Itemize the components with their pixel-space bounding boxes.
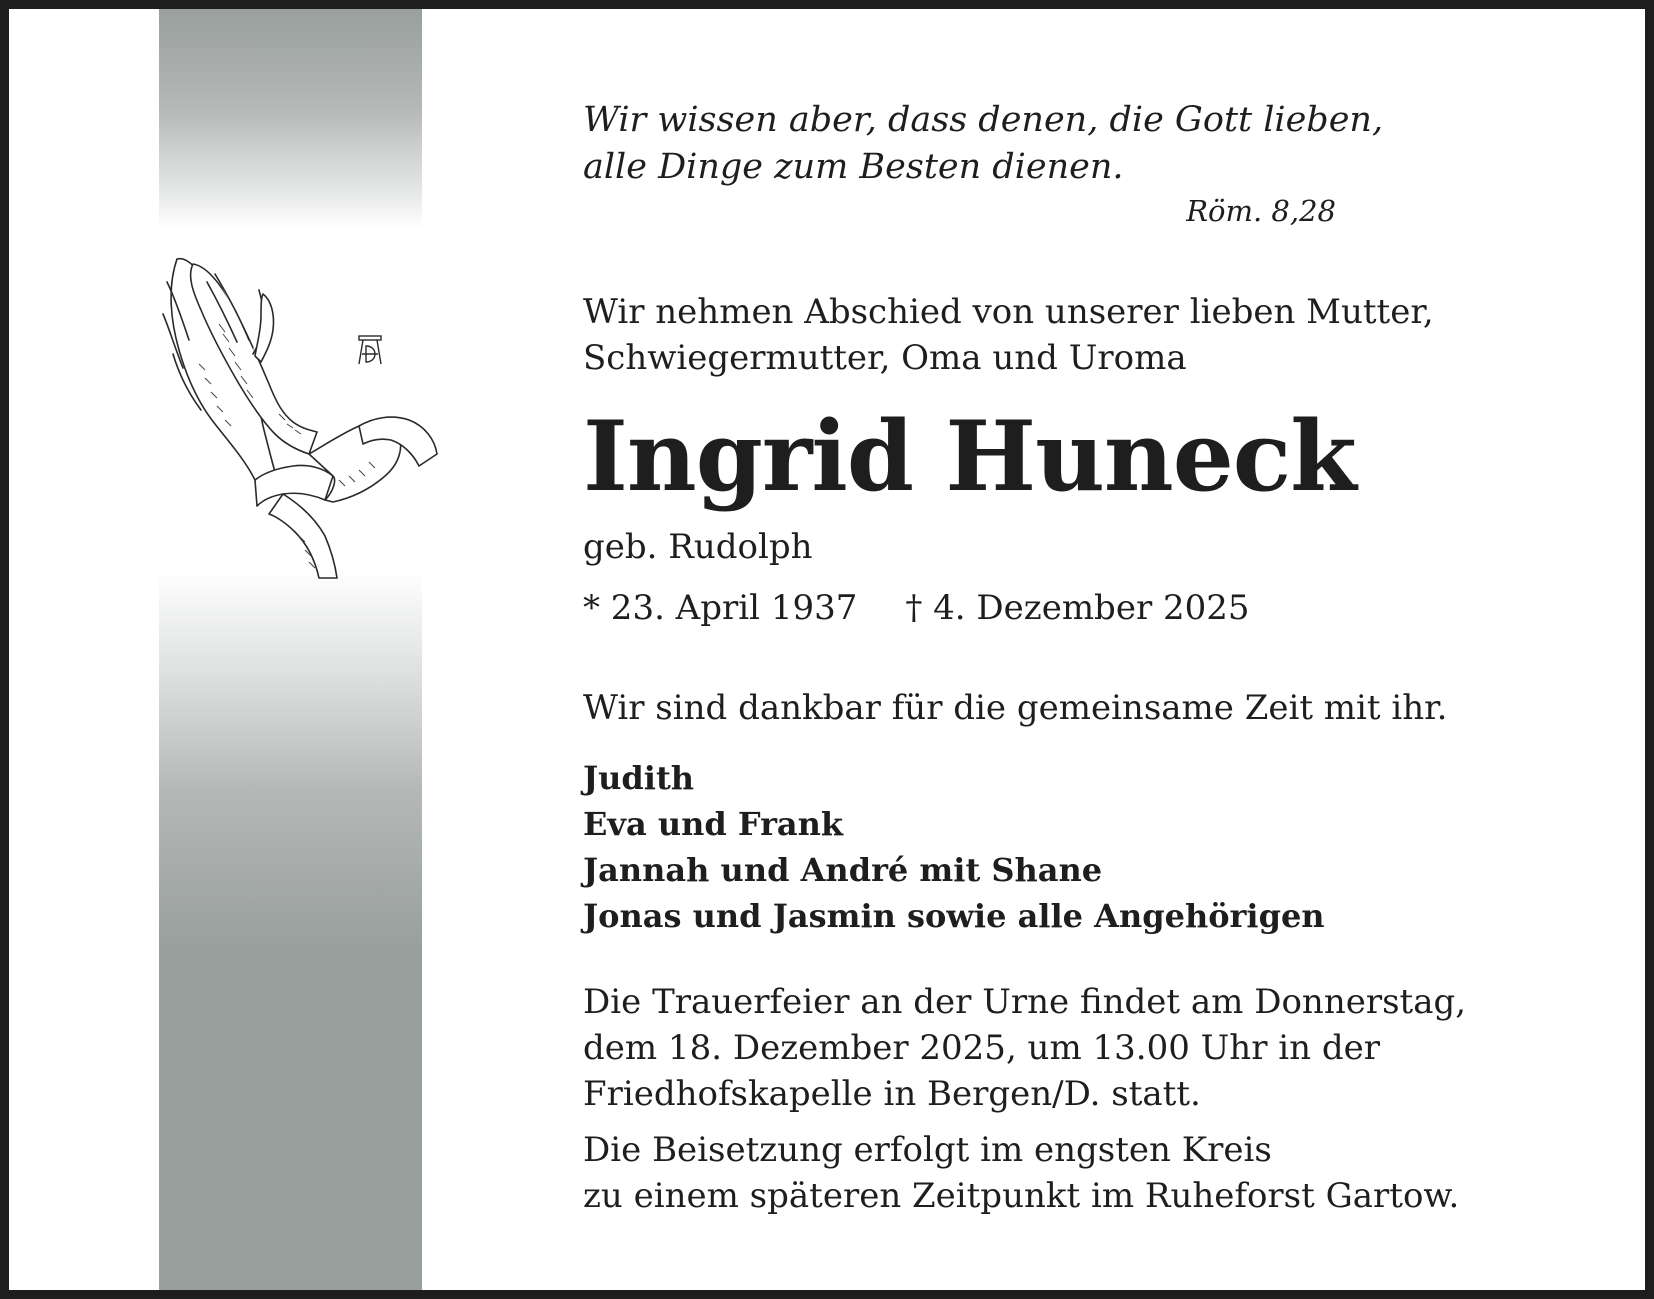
bible-quote <box>583 97 1383 191</box>
farewell-intro <box>583 289 1434 381</box>
service-line: dem 18. Dezember 2025, um 13.00 Uhr in der <box>583 1028 1380 1068</box>
birth-name: geb. Rudolph <box>583 527 813 567</box>
quote-line: alle Dinge zum Besten dienen. <box>583 147 1124 187</box>
quote-reference: Röm. 8,28 <box>1186 194 1336 228</box>
decorative-gray-stripe <box>159 9 422 1290</box>
quote-line: Wir wissen aber, dass denen, die Gott lieben, <box>583 100 1384 140</box>
death-date: † 4. Dezember 2025 <box>905 588 1250 628</box>
intro-line: Schwiegermutter, Oma und Uroma <box>583 338 1187 378</box>
mourners-list <box>583 755 1325 939</box>
life-dates <box>583 586 1250 630</box>
mourner-name: Eva und Frank <box>583 805 844 843</box>
mourner-name: Judith <box>583 759 694 797</box>
thanks-line: Wir sind dankbar für die gemeinsame Zeit mit ihr. <box>583 688 1448 728</box>
birth-date: * 23. April 1937 <box>583 588 858 628</box>
mourner-name: Jonas und Jasmin sowie alle Angehörigen <box>583 897 1325 935</box>
service-line: Friedhofskapelle in Bergen/D. statt. <box>583 1074 1201 1114</box>
mourner-name: Jannah und André mit Shane <box>583 851 1103 889</box>
duerer-monogram-icon <box>359 336 381 364</box>
burial-line: Die Beisetzung erfolgt im engsten Kreis <box>583 1130 1272 1170</box>
intro-line: Wir nehmen Abschied von unserer lieben Mutter, <box>583 292 1434 332</box>
burial-info <box>583 1127 1459 1219</box>
deceased-name: Ingrid Huneck <box>583 400 1356 513</box>
burial-line: zu einem späteren Zeitpunkt im Ruheforst Gartow. <box>583 1176 1460 1216</box>
praying-hands-icon <box>159 254 439 584</box>
funeral-service-info <box>583 979 1466 1117</box>
service-line: Die Trauerfeier an der Urne findet am Donnerstag, <box>583 982 1467 1022</box>
